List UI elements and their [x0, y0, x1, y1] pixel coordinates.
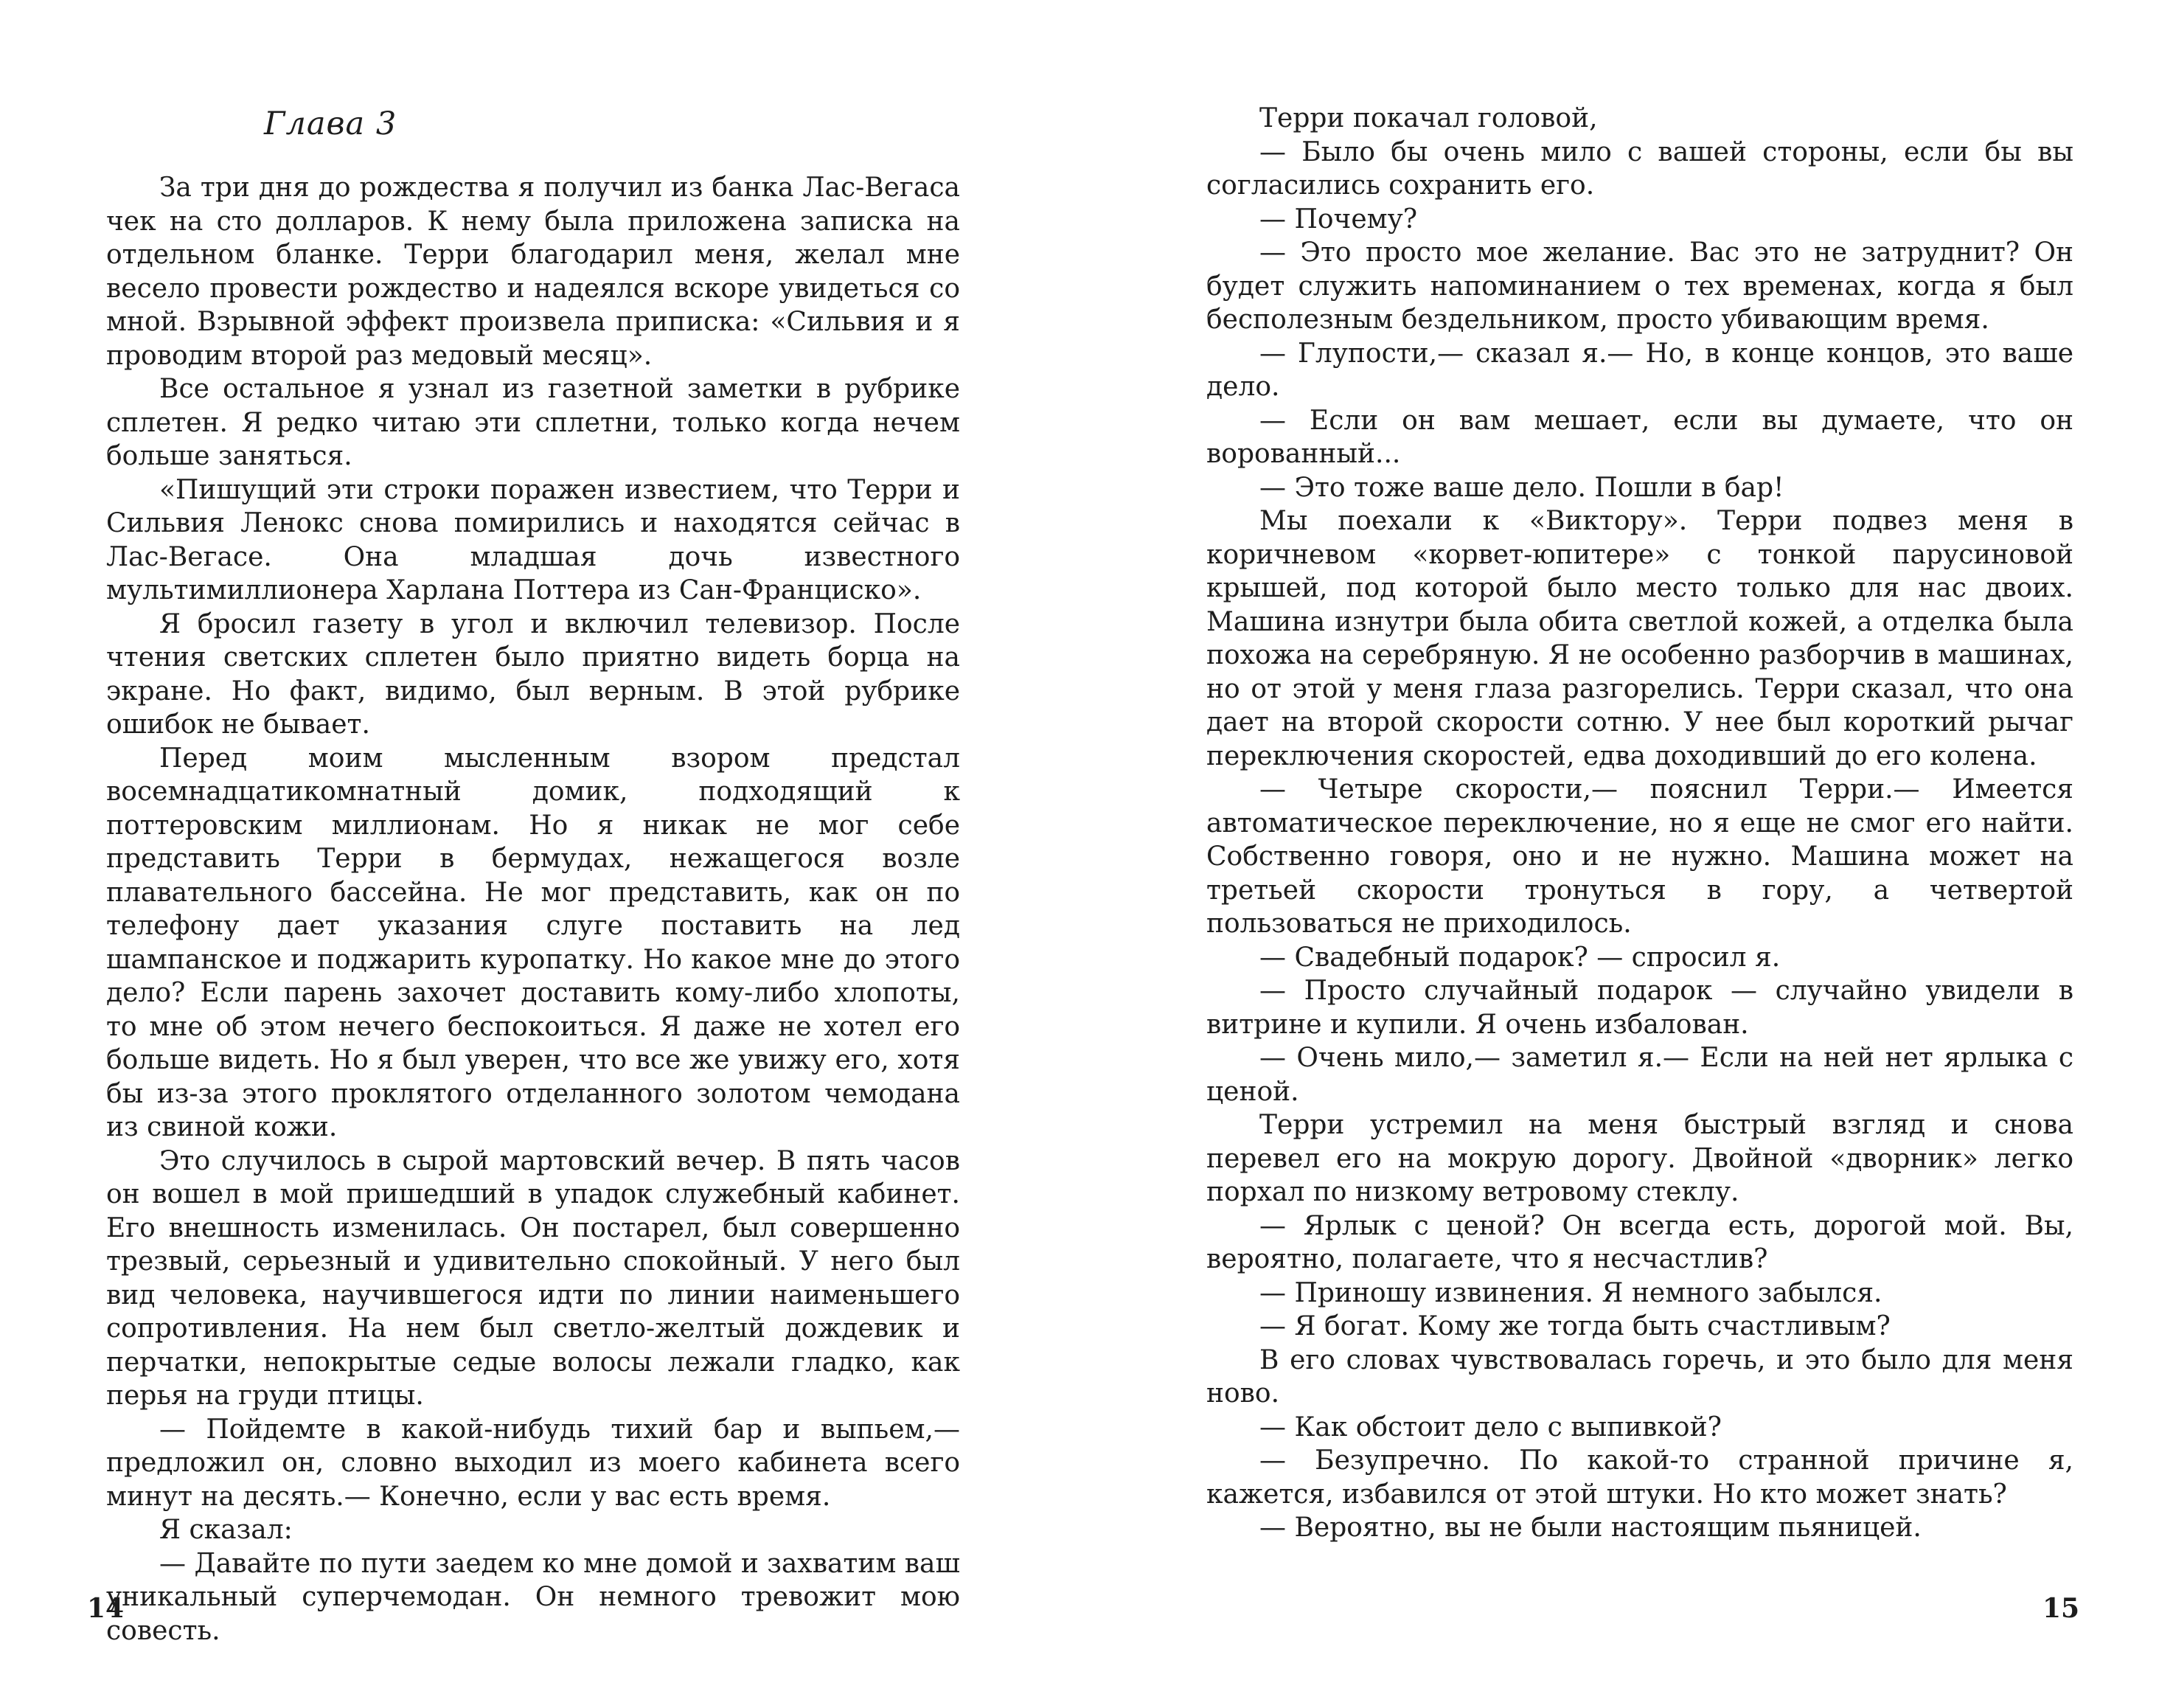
paragraph: Перед моим мысленным взором предстал восемнадцатикомнатный домик, подходящий к поттеровским миллионам. Но я никак не мог себе представить Терри в бермудах, нежащегося возле плавательного бассейна. Не мог представить, как он по телефону дает указания слуге поставить на лед шампанское и поджарить куропатку. Но какое мне до этого дело? Если парень захочет доставить кому-либо хлопоты, то мне об этом нечего беспокоиться. Я даже не хотел его больше видеть. Но я был уверен, что все же увижу его, хотя бы из-за этого проклятого отделанного золотом чемодана из свиной кожи.	[106, 743, 960, 1142]
paragraph: За три дня до рождества я получил из банка Лас-Вегаса чек на сто долларов. К нему была приложена записка на отдельном бланке. Терри благодарил меня, желал мне весело провести рождество и надеялся вскоре увидеться со мной. Взрывной эффект произвела приписка: «Сильвия и я проводим второй раз медовый месяц».	[106, 173, 960, 371]
paragraph: Терри покачал головой,	[1259, 103, 1598, 133]
paragraph: — Свадебный подарок? — спросил я.	[1259, 942, 1781, 973]
paragraph: — Приношу извинения. Я немного забылся.	[1259, 1277, 1882, 1308]
chapter-title: Глава 3	[264, 105, 397, 142]
paragraph: «Пишущий эти строки поражен известием, что Терри и Сильвия Ленокс снова помирились и находятся сейчас в Лас-Вегасе. Она младшая дочь известного мультимиллионера Харлана Поттера из Сан-Франциско».	[106, 474, 960, 605]
paragraph: — Вероятно, вы не были настоящим пьяницей.	[1259, 1513, 1922, 1543]
paragraph: — Очень мило,— заметил я.— Если на ней нет ярлыка с ценой.	[1206, 1043, 2073, 1107]
paragraph: — Просто случайный подарок — случайно увидели в витрине и купили. Я очень избалован.	[1206, 976, 2073, 1040]
left-page-text	[106, 171, 960, 1648]
right-page-text	[1206, 102, 2073, 1545]
paragraph: Я бросил газету в угол и включил телевизор. После чтения светских сплетен было приятно видеть борца на экране. Но факт, видимо, был верным. В этой рубрике ошибок не бывает.	[106, 608, 960, 740]
page-number-right: 15	[2042, 1593, 2080, 1624]
paragraph: — Это тоже ваше дело. Пошли в бар!	[1259, 472, 1784, 503]
paragraph: — Я богат. Кому же тогда быть счастливым?	[1259, 1311, 1891, 1341]
paragraph: Терри устремил на меня быстрый взгляд и снова перевел его на мокрую дорогу. Двойной «дворник» легко порхал по низкому ветровому стеклу.	[1206, 1110, 2073, 1207]
paragraph: Мы поехали к «Виктору». Терри подвез меня в коричневом «корвет-юпитере» с тонкой парусиновой крышей, под которой было место только для нас двоих. Машина изнутри была обита светлой кожей, а отделка была похожа на серебряную. Я не особенно разборчив в машинах, но от этой у меня глаза разгорелись. Терри сказал, что она дает на второй скорости сотню. У нее был короткий рычаг переключения скоростей, едва доходивший до его колена.	[1206, 506, 2073, 771]
page-number-left: 14	[87, 1593, 125, 1624]
paragraph: — Глупости,— сказал я.— Но, в конце концов, это ваше дело.	[1206, 338, 2073, 402]
paragraph: — Давайте по пути заедем ко мне домой и захватим ваш уникальный суперчемодан. Он немного тревожит мою совесть.	[106, 1548, 960, 1646]
paragraph: — Как обстоит дело с выпивкой?	[1259, 1412, 1722, 1443]
paragraph: — Четыре скорости,— пояснил Терри.— Имеется автоматическое переключение, но я еще не смог его найти. Собственно говоря, оно и не нужно. Машина может на третьей скорости тронуться в гору, а четвертой пользоваться не приходилось.	[1206, 774, 2073, 939]
paragraph: Я сказал:	[159, 1515, 293, 1545]
paragraph: — Если он вам мешает, если вы думаете, что он ворованный...	[1206, 405, 2073, 469]
paragraph: Все остальное я узнал из газетной заметки в рубрике сплетен. Я редко читаю эти сплетни, только когда нечем больше заняться.	[106, 374, 960, 471]
paragraph: — Безупречно. По какой-то странной причине я, кажется, избавился от этой штуки. Но кто может знать?	[1206, 1445, 2073, 1510]
paragraph: В его словах чувствовалась горечь, и это было для меня ново.	[1206, 1344, 2073, 1409]
paragraph: — Пойдемте в какой-нибудь тихий бар и выпьем,— предложил он, словно выходил из моего кабинета всего минут на десять.— Конечно, если у вас есть время.	[106, 1414, 960, 1512]
paragraph: — Это просто мое желание. Вас это не затруднит? Он будет служить напоминанием о тех временах, когда я был бесполезным бездельником, просто убивающим время.	[1206, 237, 2073, 335]
paragraph: Это случилось в сырой мартовский вечер. В пять часов он вошел в мой пришедший в упадок служебный кабинет. Его внешность изменилась. Он постарел, был совершенно трезвый, серьезный и удивительно спокойный. У него был вид человека, научившегося идти по линии наименьшего сопротивления. На нем был светло-желтый дождевик и перчатки, непокрытые седые волосы лежали гладко, как перья на груди птицы.	[106, 1145, 960, 1411]
right-page	[1080, 0, 2159, 1708]
paragraph: — Почему?	[1259, 204, 1418, 235]
paragraph: — Было бы очень мило с вашей стороны, если бы вы согласились сохранить его.	[1206, 136, 2073, 201]
paragraph: — Ярлык с ценой? Он всегда есть, дорогой мой. Вы, вероятно, полагаете, что я несчастлив?	[1206, 1210, 2073, 1274]
